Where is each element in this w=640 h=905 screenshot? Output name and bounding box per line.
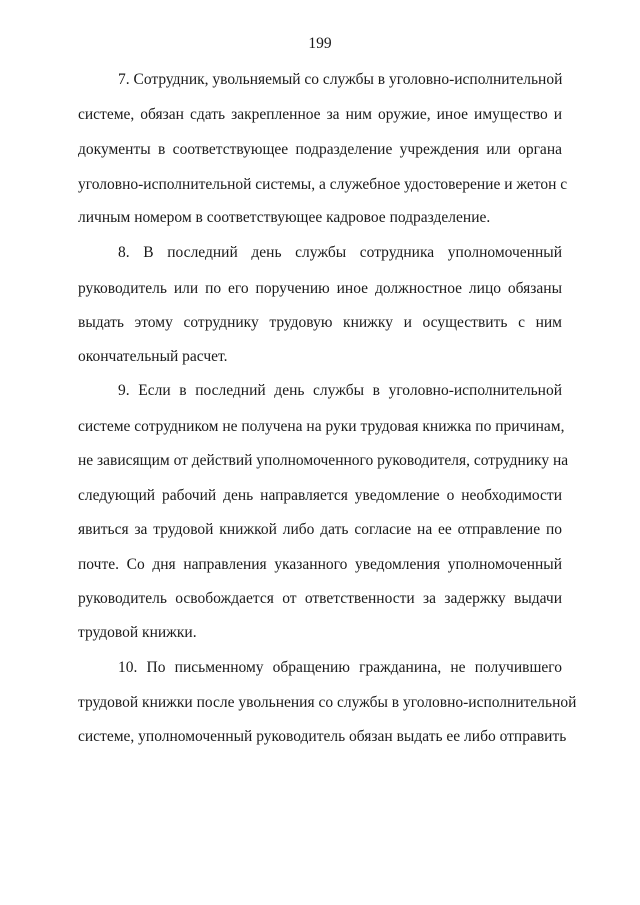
paragraph-8-line-3: выдать этому сотруднику трудовую книжку и осуществить с ним [78, 314, 562, 331]
paragraph-10-line-3: системе, уполномоченный руководитель обязан выдать ее либо отправить [78, 728, 567, 745]
paragraph-9-line-8: трудовой книжки. [78, 624, 197, 641]
paragraph-9-line-6: почте. Со дня направления указанного уведомления уполномоченный [78, 556, 562, 573]
paragraph-8-line-1: 8. В последний день службы сотрудника уполномоченный [118, 244, 562, 261]
paragraph-9-line-3: не зависящим от действий уполномоченного руководителя, сотруднику на [78, 452, 569, 469]
paragraph-10-line-1: 10. По письменному обращению гражданина, не получившего [118, 659, 562, 676]
paragraph-9-line-4: следующий рабочий день направляется уведомление о необходимости [78, 487, 562, 504]
page-number: 199 [308, 35, 332, 52]
paragraph-9-line-2: системе сотрудником не получена на руки трудовая книжка по причинам, [78, 418, 565, 435]
paragraph-7-line-2: системе, обязан сдать закрепленное за ним оружие, иное имущество и [78, 106, 562, 123]
paragraph-7-line-1: 7. Сотрудник, увольняемый со службы в уголовно-исполнительной [118, 71, 563, 88]
paragraph-7-line-3: документы в соответствующее подразделение учреждения или органа [78, 141, 562, 158]
paragraph-8-line-2: руководитель или по его поручению иное должностное лицо обязаны [78, 280, 562, 297]
paragraph-7-line-4: уголовно-исполнительной системы, а служебное удостоверение и жетон с [78, 176, 568, 193]
paragraph-7-line-5: личным номером в соответствующее кадровое подразделение. [78, 209, 491, 226]
paragraph-9-line-5: явиться за трудовой книжкой либо дать согласие на ее отправление по [78, 521, 562, 538]
paragraph-10-line-2: трудовой книжки после увольнения со службы в уголовно-исполнительной [78, 694, 577, 711]
paragraph-8-line-4: окончательный расчет. [78, 348, 228, 365]
paragraph-9-line-1: 9. Если в последний день службы в уголовно-исполнительной [118, 382, 562, 399]
paragraph-9-line-7: руководитель освобождается от ответственности за задержку выдачи [78, 590, 562, 607]
